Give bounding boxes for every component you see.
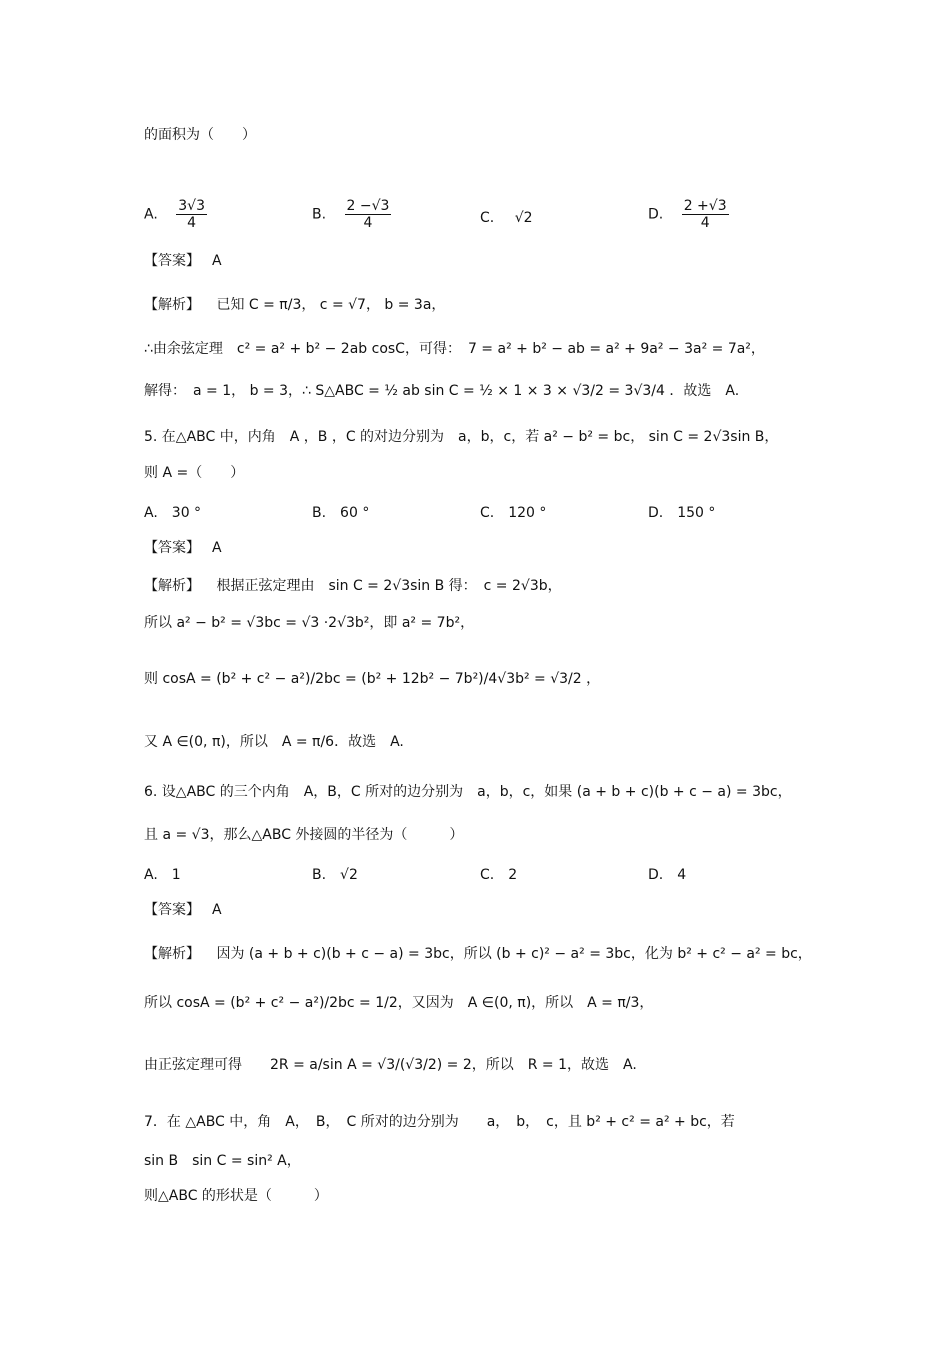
answer-value: A: [212, 253, 222, 269]
option-label: A.: [144, 206, 158, 223]
q6-analysis-2: 所以 cosA = (b² + c² − a²)/2bc = 1/2，又因为 A ∈(0, π)，所以 A = π/3，: [144, 995, 654, 1011]
option-fraction: [345, 198, 392, 231]
fraction-numerator: 2 +√3: [683, 198, 727, 214]
q6-analysis-1: [144, 945, 812, 963]
q5-answer: [144, 539, 222, 557]
q5-option-c: C. 120 °: [480, 505, 547, 521]
q6-stem-2: 且 a = √3，那么△ABC 外接圆的半径为（ ）: [144, 827, 464, 843]
q4-answer: [144, 252, 222, 270]
q4-analysis-1: [144, 296, 445, 314]
fraction-numerator: 3√3: [178, 198, 205, 214]
analysis-label: 【解析】: [144, 578, 200, 594]
q5-option-b: B. 60 °: [312, 505, 370, 521]
q7-stem-1: 7．在 △ABC 中，角 A， B， C 所对的边分别为 a， b， c，且 b² + c² = a² + bc，若: [144, 1114, 735, 1130]
q6-analysis-3: 由正弦定理可得 2R = a/sin A = √3/(√3/2) = 2，所以 R = 1，故选 A.: [144, 1057, 637, 1073]
q6-option-b: B. √2: [312, 867, 358, 883]
q5-analysis-1: [144, 577, 562, 595]
q4-option-b: [312, 198, 394, 231]
q6-option-c: C. 2: [480, 867, 518, 883]
q5-analysis-2: 所以 a² − b² = √3bc = √3 ·2√3b²，即 a² = 7b²，: [144, 615, 475, 631]
q4-analysis-2: ∴由余弦定理 c² = a² + b² − 2ab cosC，可得： 7 = a² + b² − ab = a² + 9a² − 3a² = 7a²，: [144, 341, 765, 357]
answer-label: 【答案】: [144, 902, 200, 918]
q4-option-a: [144, 198, 210, 231]
analysis-label: 【解析】: [144, 297, 200, 313]
answer-label: 【答案】: [144, 253, 200, 269]
q5-option-a: A. 30 °: [144, 505, 202, 521]
fraction-denominator: 4: [363, 215, 373, 231]
q4-option-d: [648, 198, 732, 231]
option-label: D.: [648, 206, 664, 223]
fraction-numerator: 2 −√3: [346, 198, 390, 214]
answer-value: A: [212, 540, 222, 556]
q4-option-c: [480, 210, 533, 226]
q7-stem-3: 则△ABC 的形状是（ ）: [144, 1188, 328, 1204]
q6-answer: [144, 901, 222, 919]
option-fraction: [176, 198, 207, 231]
q7-stem-2: sin B sin C = sin² A，: [144, 1153, 301, 1169]
fraction-denominator: 4: [187, 215, 197, 231]
analysis-text: 因为 (a + b + c)(b + c − a) = 3bc，所以 (b + c)² − a² = 3bc，化为 b² + c² − a² = bc，: [216, 946, 812, 962]
q5-option-d: D. 150 °: [648, 505, 716, 521]
analysis-text: 已知 C = π/3， c = √7， b = 3a，: [216, 297, 446, 313]
analysis-text: 根据正弦定理由 sin C = 2√3sin B 得： c = 2√3b，: [216, 578, 562, 594]
q4-analysis-3: 解得： a = 1， b = 3，∴ S△ABC = ½ ab sin C = ½ × 1 × 3 × √3/2 = 3√3/4 ．故选 A.: [144, 383, 740, 399]
q6-option-d: D. 4: [648, 867, 687, 883]
answer-value: A: [212, 902, 222, 918]
q5-analysis-3: 则 cosA = (b² + c² − a²)/2bc = (b² + 12b² − 7b²)/4√3b² = √3/2 ，: [144, 671, 601, 687]
q6-stem-1: 6. 设△ABC 的三个内角 A，B，C 所对的边分别为 a，b，c，如果 (a + b + c)(b + c − a) = 3bc，: [144, 784, 792, 800]
fraction-denominator: 4: [700, 215, 710, 231]
option-value: √2: [514, 210, 533, 226]
q6-option-a: A. 1: [144, 867, 181, 883]
q5-stem-1: 5. 在△ABC 中，内角 A ，B ，C 的对边分别为 a，b，c，若 a² − b² = bc， sin C = 2√3sin B，: [144, 429, 779, 445]
option-fraction: [682, 198, 729, 231]
q4-stem-tail: 的面积为（ ）: [144, 127, 256, 143]
option-label: C.: [480, 210, 495, 226]
q5-stem-2: 则 A =（ ）: [144, 465, 245, 481]
analysis-label: 【解析】: [144, 946, 200, 962]
option-label: B.: [312, 206, 327, 223]
answer-label: 【答案】: [144, 540, 200, 556]
q5-analysis-4: 又 A ∈(0, π)，所以 A = π/6．故选 A.: [144, 734, 404, 750]
